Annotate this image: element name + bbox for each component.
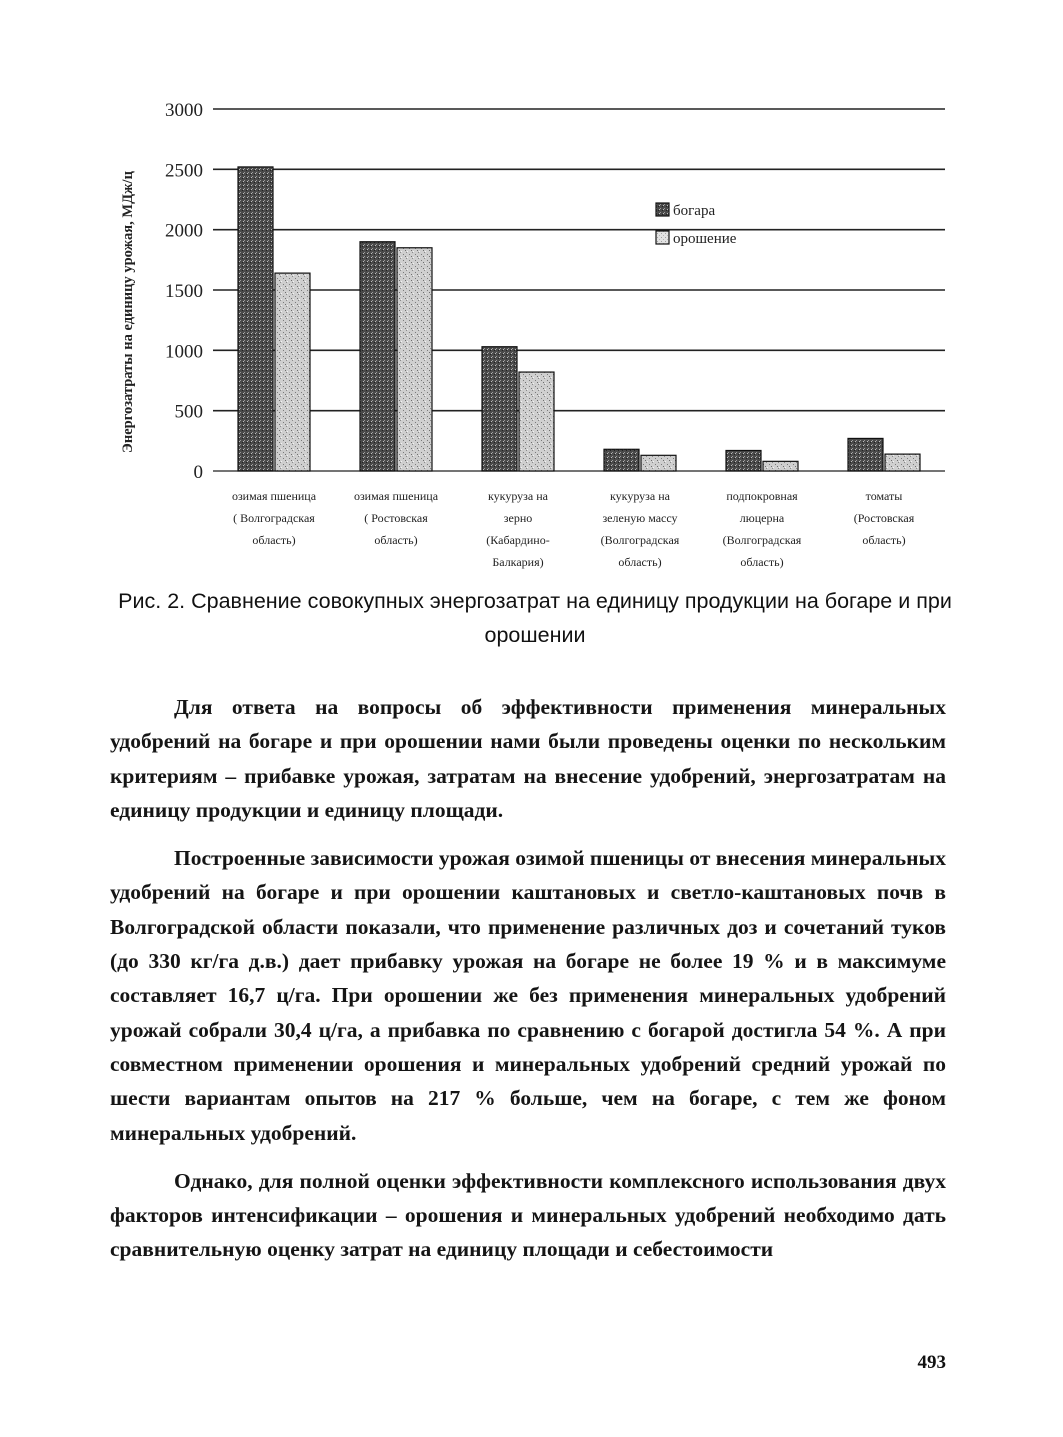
figure-caption: Рис. 2. Сравнение совокупных энергозатрат на единицу продукции на богаре и при орошении xyxy=(118,589,952,647)
bar-bogara xyxy=(604,449,639,471)
y-tick-label: 3000 xyxy=(165,100,203,121)
x-category-label: озимая пшеница xyxy=(353,489,439,503)
y-tick-label: 2500 xyxy=(165,160,203,182)
legend xyxy=(656,203,737,247)
bar-oroshenie xyxy=(519,372,554,471)
bar-bogara xyxy=(848,438,883,471)
x-category-label: люцерна xyxy=(739,511,785,525)
x-category-label: (Кабардино- xyxy=(486,533,550,547)
bar-chart xyxy=(0,0,1063,590)
x-category-label: область) xyxy=(618,555,662,569)
paragraph: Однако, для полной оценки эффективности комплексного использования двух факторов интенсификации – орошения и минеральных удобрений необходимо дать сравнительную оценку затрат на единицу площади и себестоимости xyxy=(110,1168,946,1262)
page-number: 493 xyxy=(917,1352,946,1373)
legend-label-oroshenie: орошение xyxy=(673,231,737,247)
bar-oroshenie xyxy=(763,461,798,471)
x-category-label: ( Волгоградская xyxy=(233,511,315,525)
x-category-label: ( Ростовская xyxy=(364,511,428,525)
bar-bogara xyxy=(726,450,761,471)
legend-swatch-oroshenie xyxy=(656,231,669,244)
x-category-label: область) xyxy=(740,555,784,569)
legend-swatch-bogara xyxy=(656,203,669,216)
paragraph: Построенные зависимости урожая озимой пшеницы от внесения минеральных удобрений на богаре и при орошении каштановых и светло-каштановых почв в Волгоградской области показали, что применение различных доз и сочетаний туков (до 330 кг/га д.в.) дает прибавку урожая на богаре не более 19 % и в максимуме составляет 16,7 ц/га. При орошении же без применения минеральных удобрений урожай собрали 30,4 ц/га, а прибавка по сравнению с богарой достигла 54 %. А при совместном применении орошения и минеральных удобрений средний урожай по шести вариантам опытов на 217 % больше, чем на богаре, с тем же фоном минеральных удобрений. xyxy=(110,846,946,1145)
bar-bogara xyxy=(238,167,273,471)
x-category-label: томаты xyxy=(865,489,903,503)
y-tick-label: 2000 xyxy=(165,220,203,242)
bar-oroshenie xyxy=(275,273,310,471)
x-category-label: подпокровная xyxy=(726,489,798,503)
bar-oroshenie xyxy=(885,454,920,471)
x-category-label: зерно xyxy=(503,511,533,525)
y-tick-label: 1500 xyxy=(165,281,203,302)
x-category-label: область) xyxy=(374,533,418,547)
y-tick-label: 0 xyxy=(193,462,203,483)
x-category-label: кукуруза на xyxy=(488,489,548,503)
figure-chart xyxy=(0,0,1063,590)
bar-oroshenie xyxy=(641,455,676,471)
paragraph: Для ответа на вопросы об эффективности применения минеральных удобрений на богаре и при орошении нами были проведены оценки по нескольким критериям – прибавке урожая, затратам на внесение удобрений, энергозатратам на единицу продукции и единицу площади. xyxy=(110,695,946,822)
x-category-label: область) xyxy=(252,533,296,547)
legend-label-bogara: богара xyxy=(673,203,716,219)
bar-oroshenie xyxy=(397,248,432,471)
bar-bogara xyxy=(482,347,517,471)
bar-bogara xyxy=(360,242,395,471)
x-category-label: (Волгоградская xyxy=(600,533,680,547)
x-category-label: зеленую массу xyxy=(602,511,678,525)
y-axis-title: Энергозатраты на единицу урожая, МДж/ц xyxy=(120,171,136,453)
x-category-label: область) xyxy=(862,533,906,547)
y-tick-label: 1000 xyxy=(165,341,203,363)
x-category-label: (Волгоградская xyxy=(722,533,802,547)
x-category-label: кукуруза на xyxy=(610,489,670,503)
x-category-label: озимая пшеница xyxy=(231,489,317,503)
y-tick-label: 500 xyxy=(174,401,203,423)
x-category-label: Балкария) xyxy=(492,555,544,569)
body-text xyxy=(110,690,946,1281)
x-category-label: (Ростовская xyxy=(853,511,915,525)
